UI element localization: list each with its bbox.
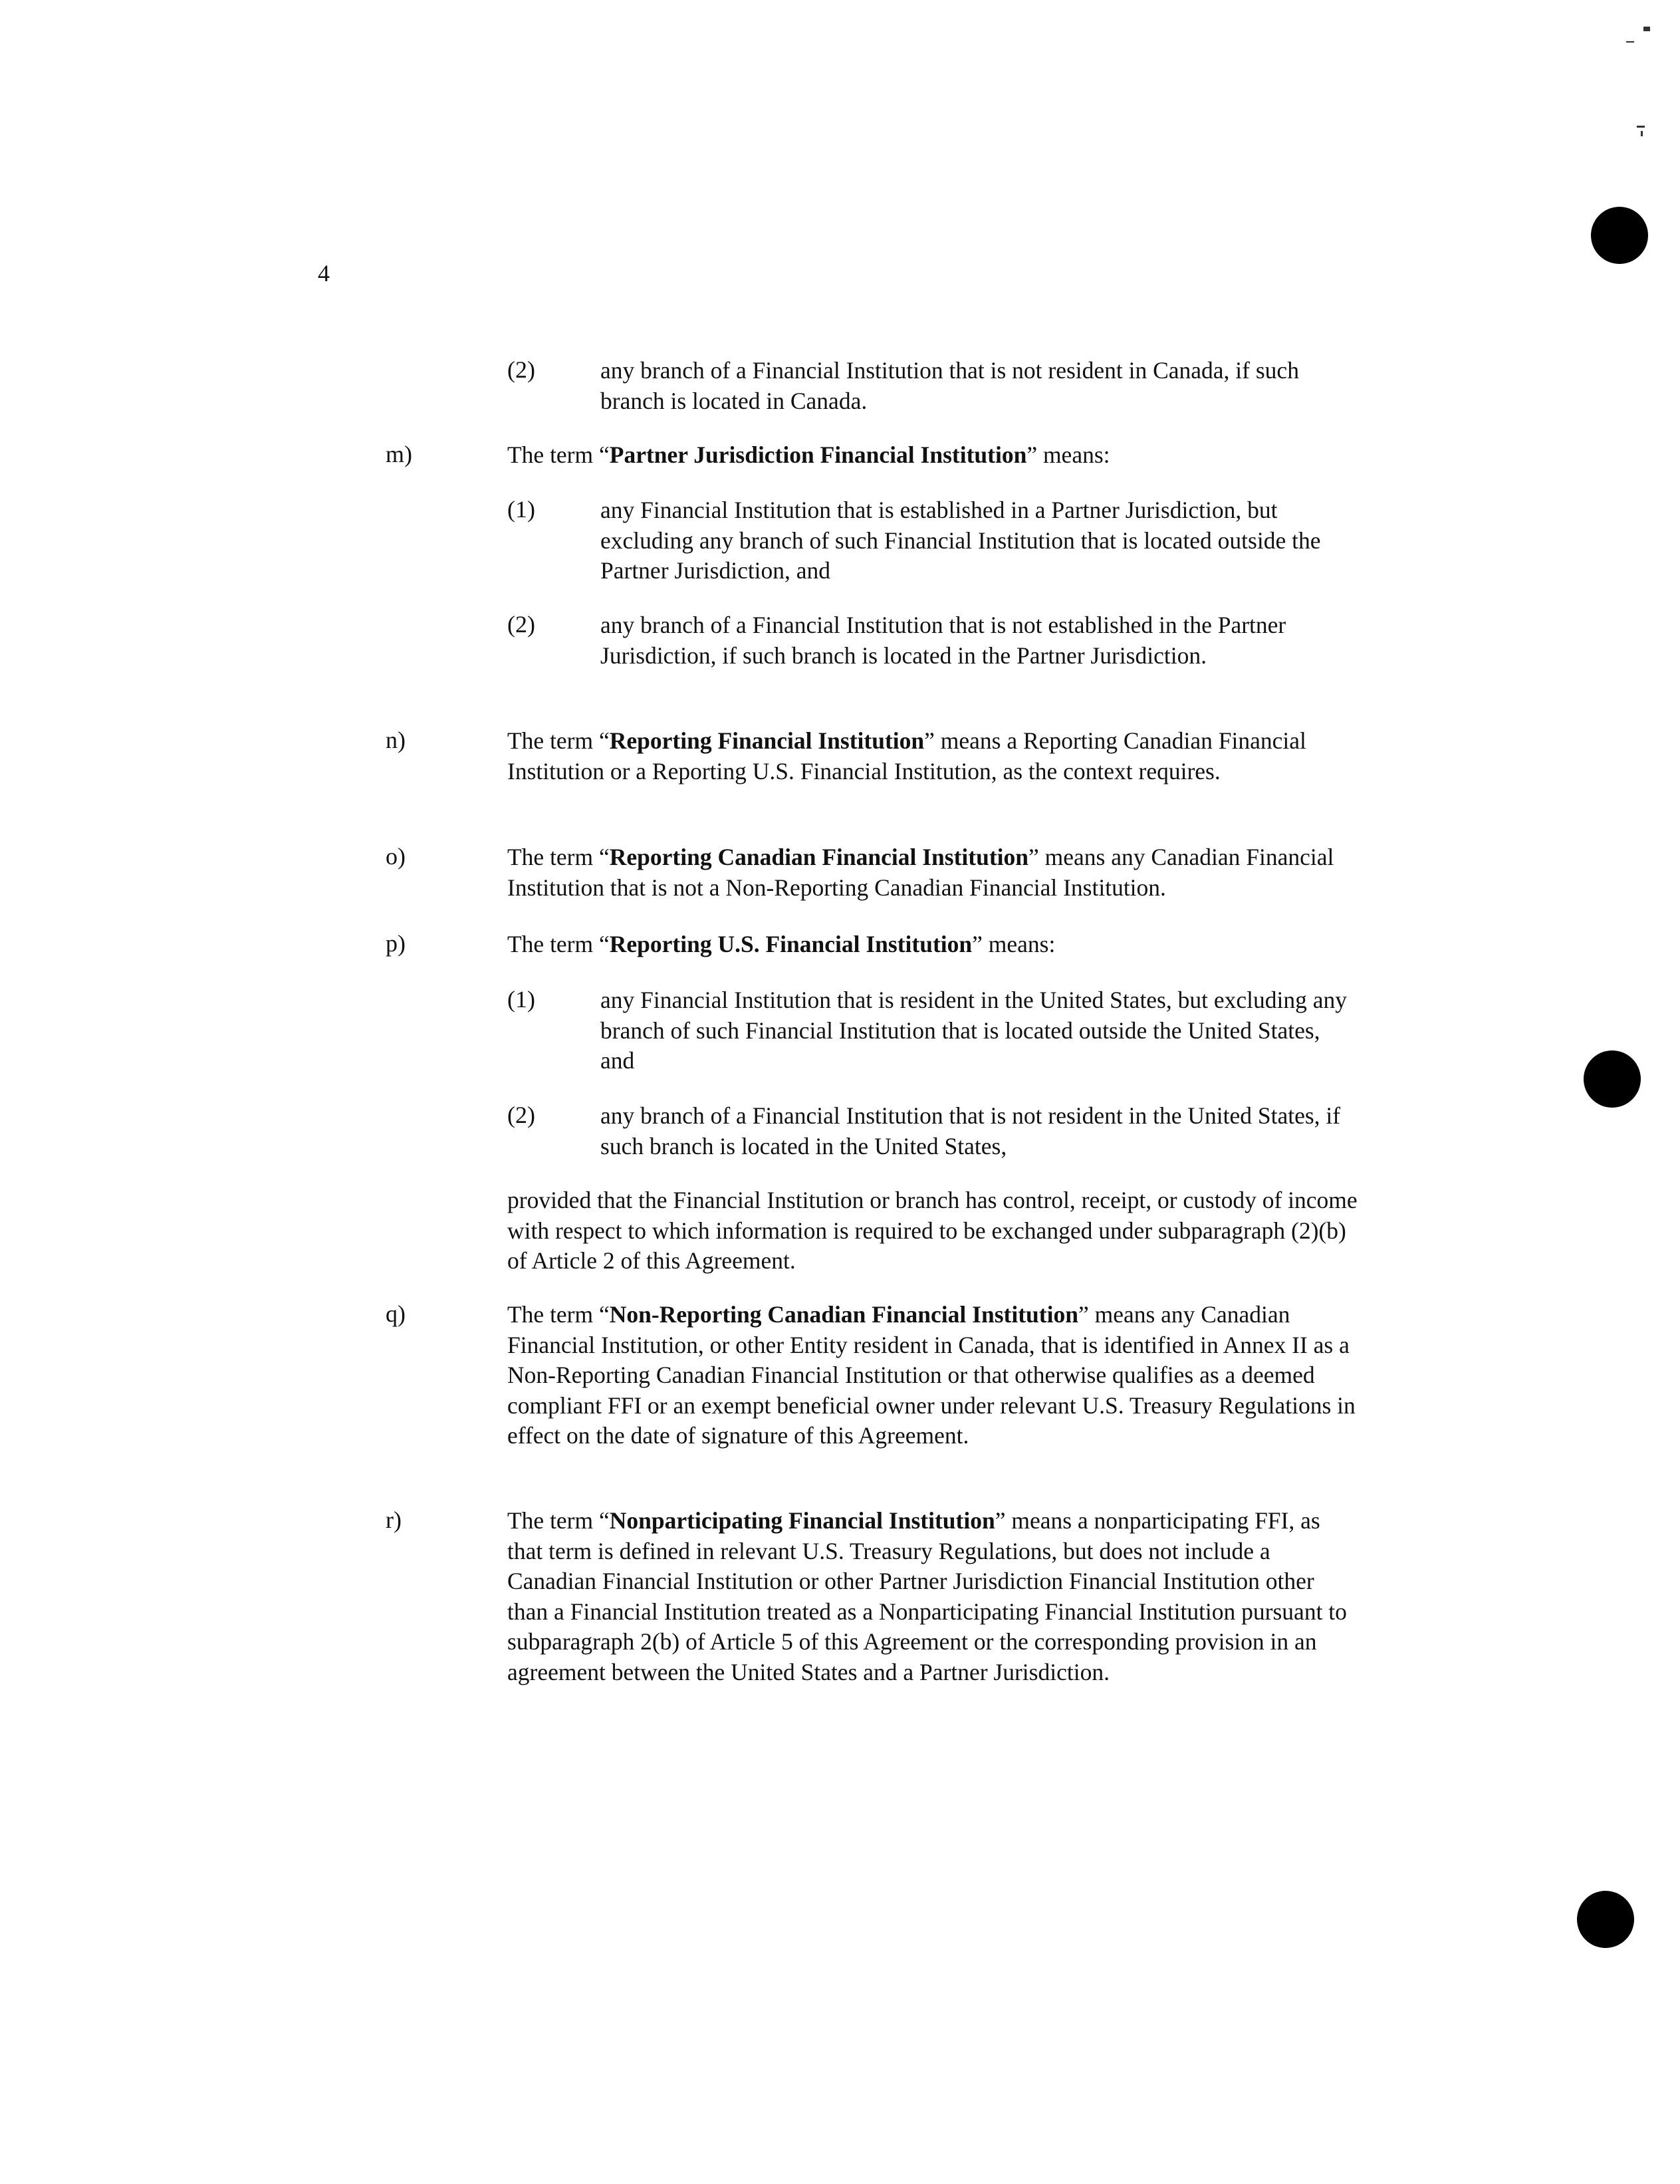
scan-mark-4 <box>1641 131 1643 136</box>
definition-letter-m: m) <box>386 441 412 467</box>
scan-mark-3 <box>1637 126 1645 128</box>
definition-p-text: The term “Reporting U.S. Financial Institution” means: <box>507 931 1056 957</box>
intro-item-number: (2) <box>507 356 535 383</box>
definition-letter-o: o) <box>386 843 406 870</box>
definition-m-item-2-number: (2) <box>507 611 535 638</box>
definition-r-term: Nonparticipating Financial Institution <box>609 1507 995 1534</box>
definition-n-text: The term “Reporting Financial Institution” means a Reporting Canadian Financial Institution or a Reporting U.S. Financial Institution, as the context requires. <box>507 727 1306 785</box>
definition-p-item-2-number: (2) <box>507 1102 535 1128</box>
definition-n-term: Reporting Financial Institution <box>609 727 925 754</box>
definition-p-proviso: provided that the Financial Institution or branch has control, receipt, or custody of income with respect to which information is required to be exchanged under subparagraph (2)(b) of Article 2 of this Agreement. <box>507 1187 1358 1274</box>
punch-hole-top <box>1591 207 1648 264</box>
definition-m-item-2-text: any branch of a Financial Institution that is not established in the Partner Jurisdiction, if such branch is located in the Partner Jurisdiction. <box>600 612 1286 669</box>
definition-p-item-1-text: any Financial Institution that is resident in the United States, but excluding any branch of such Financial Institution that is located outside the United States, and <box>600 987 1347 1074</box>
definition-m-term: Partner Jurisdiction Financial Institution <box>609 441 1027 468</box>
definition-q-text: The term “Non-Reporting Canadian Financial Institution” means any Canadian Financial Institution, or other Entity resident in Canada, that is identified in Annex II as a Non-Reporting Canadian Financial Institution or that otherwise qualifies as a deemed compliant FFI or an exempt beneficial owner under relevant U.S. Treasury Regulations in effect on the date of signature of this Agreement. <box>507 1301 1356 1449</box>
punch-hole-bottom <box>1577 1891 1634 1948</box>
page-number: 4 <box>318 260 330 287</box>
definition-p-item-1-number: (1) <box>507 986 535 1013</box>
scan-mark-2 <box>1626 41 1634 43</box>
definition-m-item-1-text: any Financial Institution that is established in a Partner Jurisdiction, but excluding any branch of such Financial Institution that is located outside the Partner Jurisdiction, and <box>600 497 1321 584</box>
scan-mark-1 <box>1643 27 1650 31</box>
definition-q-term: Non-Reporting Canadian Financial Institution <box>609 1301 1078 1328</box>
definition-p-term: Reporting U.S. Financial Institution <box>609 931 973 957</box>
definition-letter-r: r) <box>386 1507 402 1533</box>
definition-m-text: The term “Partner Jurisdiction Financial Institution” means: <box>507 441 1110 468</box>
definition-m-item-1-number: (1) <box>507 496 535 523</box>
definition-letter-p: p) <box>386 930 406 957</box>
definition-p-item-2-text: any branch of a Financial Institution that is not resident in the United States, if such branch is located in the United States, <box>600 1102 1341 1159</box>
definition-o-term: Reporting Canadian Financial Institution <box>609 844 1029 870</box>
definition-letter-q: q) <box>386 1300 406 1327</box>
definition-o-text: The term “Reporting Canadian Financial Institution” means any Canadian Financial Institution that is not a Non-Reporting Canadian Financial Institution. <box>507 844 1334 901</box>
definition-r-text: The term “Nonparticipating Financial Institution” means a nonparticipating FFI, as that term is defined in relevant U.S. Treasury Regulations, but does not include a Canadian Financial Institution or other Partner Jurisdiction Financial Institution other than a Financial Institution treated as a Nonparticipating Financial Institution pursuant to subparagraph 2(b) of Article 5 of this Agreement or the corresponding provision in an agreement between the United States and a Partner Jurisdiction. <box>507 1507 1347 1685</box>
definition-letter-n: n) <box>386 727 406 753</box>
punch-hole-middle <box>1584 1050 1641 1108</box>
intro-item-text: any branch of a Financial Institution that is not resident in Canada, if such branch is located in Canada. <box>600 357 1299 414</box>
